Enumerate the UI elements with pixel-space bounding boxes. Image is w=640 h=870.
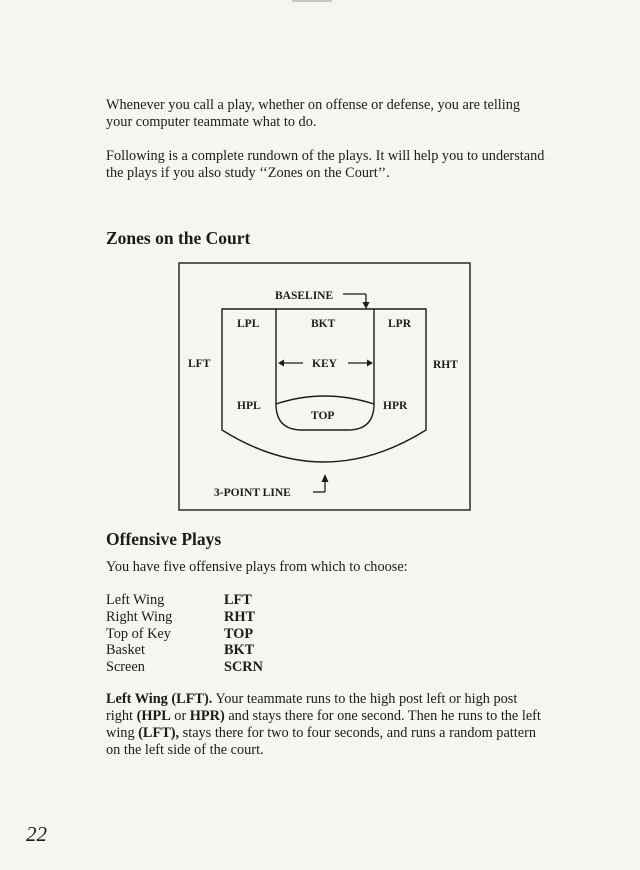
play-name: Top of Key [106,625,171,642]
play-code: BKT [224,642,255,659]
left-wing-text-1: Your teammate runs to the high post left or high post right [106,691,518,724]
play-code: SCRN [224,659,263,676]
play-name: Right Wing [106,608,173,625]
baseline-arrow-head [363,302,370,309]
lpr-label: LPR [388,318,411,330]
hpl-label: HPL [237,400,261,412]
court-diagram-svg [178,262,471,511]
hpr-label: HPR [383,400,408,412]
three-point-line-label: 3-POINT LINE [214,487,291,499]
intro-paragraph-2: Following is a complete rundown of the plays. It will help you to understand the plays if you also study ‘‘Zones on the Court’’. [106,148,545,181]
rht-label: RHT [433,359,458,371]
play-code: RHT [224,608,255,625]
play-name: Left Wing [106,592,165,608]
left-wing-bold-hpl: (HPL [136,708,171,724]
offensive-plays-heading: Offensive Plays [106,529,222,549]
left-wing-text-3: and stays there for one second. Then he runs to the left wing [106,708,541,741]
play-row-right-wing [106,609,263,626]
lft-label: LFT [188,358,211,370]
play-name: Basket [106,642,145,659]
page-number: 22 [26,822,47,846]
baseline-label: BASELINE [275,290,334,302]
top-edge-mark [292,0,332,2]
lpl-label: LPL [237,318,260,330]
bkt-label: BKT [311,318,336,330]
intro-paragraph-1: Whenever you call a play, whether on offense or defense, you are telling your computer teammate what to do. [106,97,521,130]
left-wing-description [106,691,546,759]
play-row-left-wing [106,592,263,609]
key-left-arrow-head [278,360,284,367]
left-wing-text-4: stays there for two to four seconds, and runs a random pattern on the left side of the court. [106,725,537,758]
play-row-top-of-key [106,626,263,643]
offensive-plays-intro: You have five offensive plays from which to choose: [106,559,408,575]
free-throw-arc [276,396,374,404]
key-right-arrow-head [367,360,373,367]
left-wing-bold-hpr: HPR) [189,708,225,724]
left-wing-title: Left Wing (LFT). [106,691,213,707]
play-row-basket [106,642,263,659]
offensive-plays-list [106,592,263,676]
play-name: Screen [106,659,145,676]
three-point-arrow-head [322,474,329,482]
court-zones-diagram [178,262,471,511]
left-wing-bold-lft: (LFT), [138,725,180,741]
play-code: TOP [224,625,254,642]
three-point-area [222,309,426,462]
zones-heading: Zones on the Court [106,228,251,248]
left-wing-text-2: or [170,708,190,724]
key-label: KEY [312,358,337,370]
top-label: TOP [311,410,335,422]
play-code: LFT [224,592,252,608]
play-row-screen [106,659,263,676]
